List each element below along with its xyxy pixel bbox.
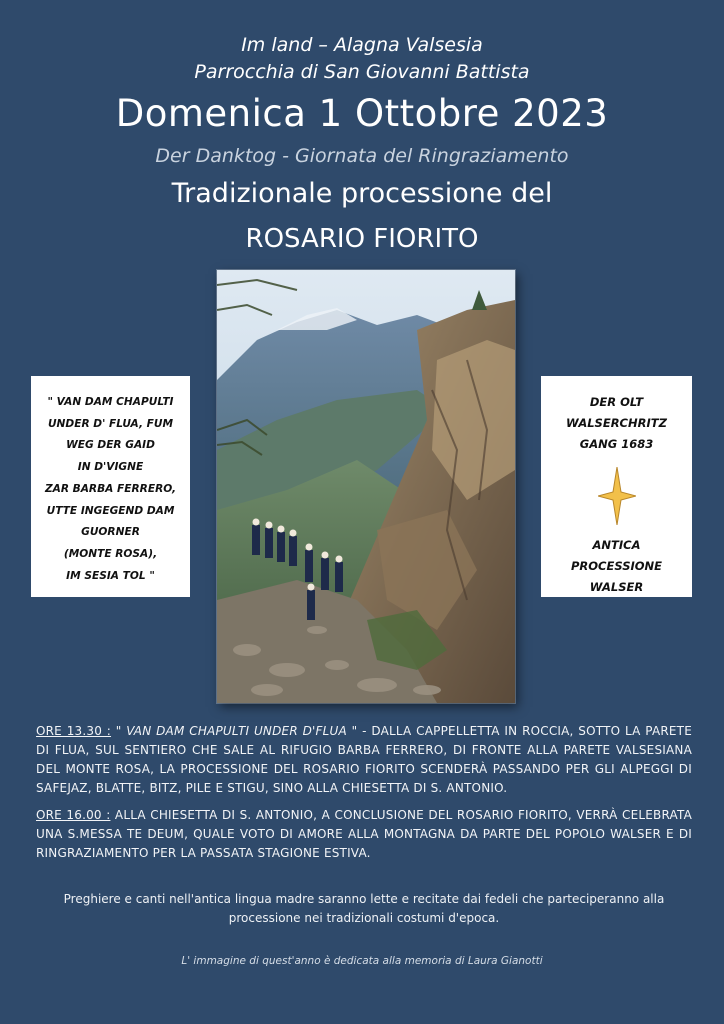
paragraph-text: - DALLA CAPPELLETTA IN ROCCIA, SOTTO LA PARETE DI FLUA, SUL SENTIERO CHE SALE AL RIFUGIO BARBA FERRERO, DI FRONTE ALLA PARETE VALSESIANA DEL MONTE ROSA, LA PROCESSIONE DEL ROSARIO FIORITO SCENDERÀ PASSANDO PER GLI ALPEGGI DI SAFEJAZ, BLATTE, BITZ, PILE E STIGU, SINO ALLA CHIESETTA DI S. ANTONIO. — [36, 724, 692, 795]
quote-line: " VAN DAM CHAPULTI — [47, 396, 174, 408]
time-label: ORE 13.30 : — [36, 724, 112, 738]
title-line-2: ROSARIO FIORITO — [245, 224, 479, 254]
quote-line: GUORNER — [81, 526, 140, 539]
quote-line: IN D'VIGNE — [77, 461, 144, 474]
event-subtitle: Der Danktog - Giornata del Ringraziamento — [155, 145, 569, 167]
location-line: Im land – Alagna Valsesia — [241, 34, 483, 56]
mountain-procession-photo — [217, 270, 515, 703]
walser-line: DER OLT — [589, 395, 644, 409]
time-label: ORE 16.00 : — [36, 808, 111, 822]
paragraph-text: ALLA CHIESETTA DI S. ANTONIO, A CONCLUSIONE DEL ROSARIO FIORITO, VERRÀ CELEBRATA UNA S.MESSA TE DEUM, QUALE VOTO DI AMORE ALLA MONTAGNA DA PARTE DEL POPOLO WALSER E DI RINGRAZIAMENTO PER LA PASSATA STAGIONE ESTIVA. — [36, 808, 692, 860]
quote-line: UNDER D' FLUA, FUM — [47, 417, 174, 430]
schedule-paragraph-1 — [36, 722, 692, 798]
quote-line: ZAR BARBA FERRERO, — [44, 482, 177, 495]
quote-line: WEG DER GAID — [66, 439, 155, 452]
quote-box — [31, 376, 190, 597]
photo-illustration — [217, 270, 515, 703]
walser-line: PROCESSIONE — [570, 559, 663, 573]
four-point-star-icon — [598, 467, 636, 525]
walser-line: GANG 1683 — [579, 437, 654, 451]
walser-line: WALSERCHRITZ — [566, 416, 667, 430]
prayer-note: Preghiere e canti nell'antica lingua madre saranno lette e recitate dai fedeli che parteciperanno alla processione nei tradizionali costumi d'epoca. — [63, 892, 665, 925]
walser-line: WALSER — [589, 580, 644, 594]
event-date: Domenica 1 Ottobre 2023 — [115, 92, 609, 135]
quote-line: IM SESIA TOL " — [66, 569, 155, 582]
schedule-paragraph-2 — [36, 806, 692, 863]
title-line-1: Tradizionale processione del — [171, 178, 553, 209]
parish-line: Parrocchia di San Giovanni Battista — [194, 61, 530, 83]
walser-quote: " VAN DAM CHAPULTI UNDER D'FLUA " — [111, 724, 363, 738]
memorial-note: L' immagine di quest'anno è dedicata alla memoria di Laura Gianotti — [181, 955, 543, 967]
quote-line: (MONTE ROSA), — [63, 547, 158, 560]
quote-line: UTTE INGEGEND DAM — [46, 504, 175, 517]
walser-box — [541, 376, 692, 597]
walser-line: ANTICA — [592, 538, 641, 552]
